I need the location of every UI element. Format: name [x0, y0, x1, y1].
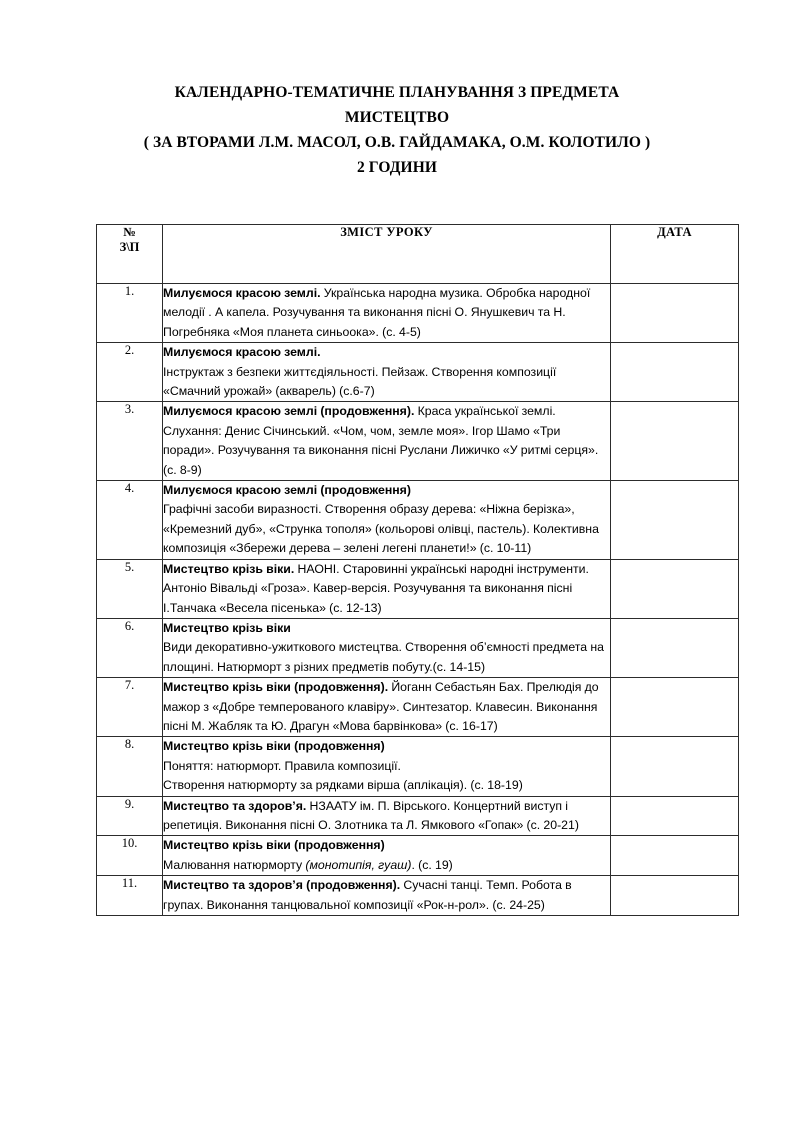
lesson-date-cell[interactable]: [611, 836, 739, 876]
lesson-content-cell: [163, 402, 611, 481]
lesson-description-text: Поняття: натюрморт. Правила композиції.: [163, 758, 401, 773]
lesson-content-cell: [163, 284, 611, 343]
table-row: [97, 481, 739, 560]
row-number-cell: 9.: [97, 796, 163, 836]
lesson-content-cell: [163, 737, 611, 796]
row-number-cell: 1.: [97, 284, 163, 343]
page-title-line-4: 2 ГОДИНИ: [356, 159, 438, 176]
lesson-topic-bold: Милуємося красою землі (продовження).: [163, 404, 415, 419]
row-number-cell: 6.: [97, 618, 163, 677]
lesson-content-cell: [163, 343, 611, 402]
page-title-line-3: ( ЗА ВТОРАМИ Л.М. МАСОЛ, О.В. ГАЙДАМАКА, О.М. КОЛОТИЛО ): [143, 134, 651, 151]
row-number-cell: 2.: [97, 343, 163, 402]
lesson-topic-bold: Мистецтво крізь віки: [163, 620, 291, 635]
table-row: [97, 402, 739, 481]
lesson-description-text: Малювання натюрморту: [163, 857, 306, 872]
table-header: [97, 225, 739, 284]
lesson-date-cell[interactable]: [611, 678, 739, 737]
lesson-content-cell: [163, 678, 611, 737]
lesson-content-cell: [163, 481, 611, 560]
lesson-description-text: Краса української землі. Слухання: Денис Січинський. «Чом, чом, земле моя». Ігор Шамо «Три поради». Розучування та виконання пісні Руслани Лижичко «У ритмі серця». (с. 8-9): [163, 404, 599, 477]
lesson-description-text: Українська народна музика. Обробка народної мелодії . А капела. Розучування та виконання пісні О. Янушкевич та Н. Погребняка «Моя планета синьоока». (с. 4-5): [163, 286, 591, 339]
lesson-topic-bold: Милуємося красою землі.: [163, 345, 321, 360]
lesson-description-text: НЗААТУ ім. П. Вірського. Концертний виступ і репетиція. Виконання пісні О. Злотника та Л. Ямкового «Гопак» (с. 20-21): [163, 798, 579, 832]
column-header-number-line1: №: [123, 225, 136, 239]
lesson-description-text: НАОНІ. Старовинні українські народні інструменти. Антоніо Вівальді «Гроза». Кавер-версія. Розучування та виконання пісні І.Танчака «Весела пісенька» (с. 12-13): [163, 561, 589, 615]
lesson-topic-bold: Мистецтво крізь віки (продовження).: [163, 680, 389, 695]
table-row: [97, 343, 739, 402]
row-number-cell: 3.: [97, 402, 163, 481]
lesson-content-cell: [163, 796, 611, 836]
table-row: [97, 737, 739, 796]
page-title-line-1: КАЛЕНДАРНО-ТЕМАТИЧНЕ ПЛАНУВАННЯ З ПРЕДМЕТА: [174, 84, 620, 101]
lesson-date-cell[interactable]: [611, 284, 739, 343]
table-row: [97, 284, 739, 343]
lesson-description-text: Графічні засоби виразності. Створення образу дерева: «Ніжна берізка», «Кремезний дуб», «Стрункa тополя» (кольорові олівці, пастель). Колективна композиція «Збережи дерева – зелені легені планети!» (с. 10-11): [163, 502, 599, 556]
table-row: [97, 678, 739, 737]
lesson-description-text: Йоганн Себастьян Бах. Прелюдія до мажор з «Добре темперованого клавіру». Синтезатор. Клавесин. Виконання пісні М. Жабляк та Ю. Драгун «Мова барвінкова» (с. 16-17): [163, 680, 599, 733]
row-number-cell: 11.: [97, 876, 163, 916]
lesson-description-text: Інструктаж з безпеки життєдіяльності. Пейзаж. Створення композиції «Смачний урожай» (акварель) (с.6-7): [163, 364, 557, 399]
column-header-date: ДАТА: [611, 225, 739, 284]
lesson-topic-bold: Мистецтво крізь віки (продовження): [163, 838, 385, 853]
row-number-cell: 7.: [97, 678, 163, 737]
lesson-content-cell: [163, 836, 611, 876]
lesson-content-cell: [163, 618, 611, 677]
lesson-topic-bold: Мистецтво та здоров’я (продовження).: [163, 878, 401, 893]
lesson-description-text: Створення натюрморту за рядками вірша (аплікація). (с. 18-19): [163, 778, 523, 793]
lesson-page-reference: . (с. 19): [411, 857, 453, 872]
lesson-date-cell[interactable]: [611, 618, 739, 677]
row-number-cell: 10.: [97, 836, 163, 876]
calendar-plan-table: [96, 224, 739, 916]
lesson-date-cell[interactable]: [611, 876, 739, 916]
page-title-line-2: МИСТЕЦТВО: [344, 109, 450, 126]
lesson-description-text: Сучасні танці. Темп. Робота в групах. Виконання танцювальної композиції «Рок-н-рол». (с. 24-25): [163, 878, 572, 912]
table-row: [97, 559, 739, 618]
table-header-row: [97, 225, 739, 284]
lesson-content-cell: [163, 559, 611, 618]
column-header-number-line2: З\П: [119, 240, 140, 254]
column-header-content: ЗМІСТ УРОКУ: [163, 225, 611, 284]
table-row: [97, 618, 739, 677]
lesson-technique-italic: (монотипія, гуаш): [305, 857, 412, 872]
lesson-date-cell[interactable]: [611, 343, 739, 402]
lesson-date-cell[interactable]: [611, 796, 739, 836]
lesson-topic-bold: Мистецтво та здоров’я.: [163, 798, 307, 813]
plan-table-wrapper: [0, 224, 794, 916]
lesson-date-cell[interactable]: [611, 559, 739, 618]
document-title-block: [0, 0, 794, 180]
lesson-content-cell: [163, 876, 611, 916]
row-number-cell: 8.: [97, 737, 163, 796]
lesson-topic-bold: Мистецтво крізь віки (продовження): [163, 739, 385, 754]
table-row: [97, 836, 739, 876]
lesson-date-cell[interactable]: [611, 481, 739, 560]
table-body: [97, 284, 739, 916]
table-row: [97, 796, 739, 836]
lesson-date-cell[interactable]: [611, 737, 739, 796]
column-header-number: [97, 225, 163, 284]
lesson-topic-bold: Мистецтво крізь віки.: [163, 561, 295, 576]
lesson-date-cell[interactable]: [611, 402, 739, 481]
lesson-description-text: Види декоративно-ужиткового мистецтва. Створення об’ємності предмета на площині. Натюрморт з різних предметів побуту.(с. 14-15): [163, 640, 604, 674]
table-row: [97, 876, 739, 916]
row-number-cell: 5.: [97, 559, 163, 618]
row-number-cell: 4.: [97, 481, 163, 560]
lesson-topic-bold: Милуємося красою землі (продовження): [163, 483, 411, 498]
lesson-topic-bold: Милуємося красою землі.: [163, 286, 321, 300]
